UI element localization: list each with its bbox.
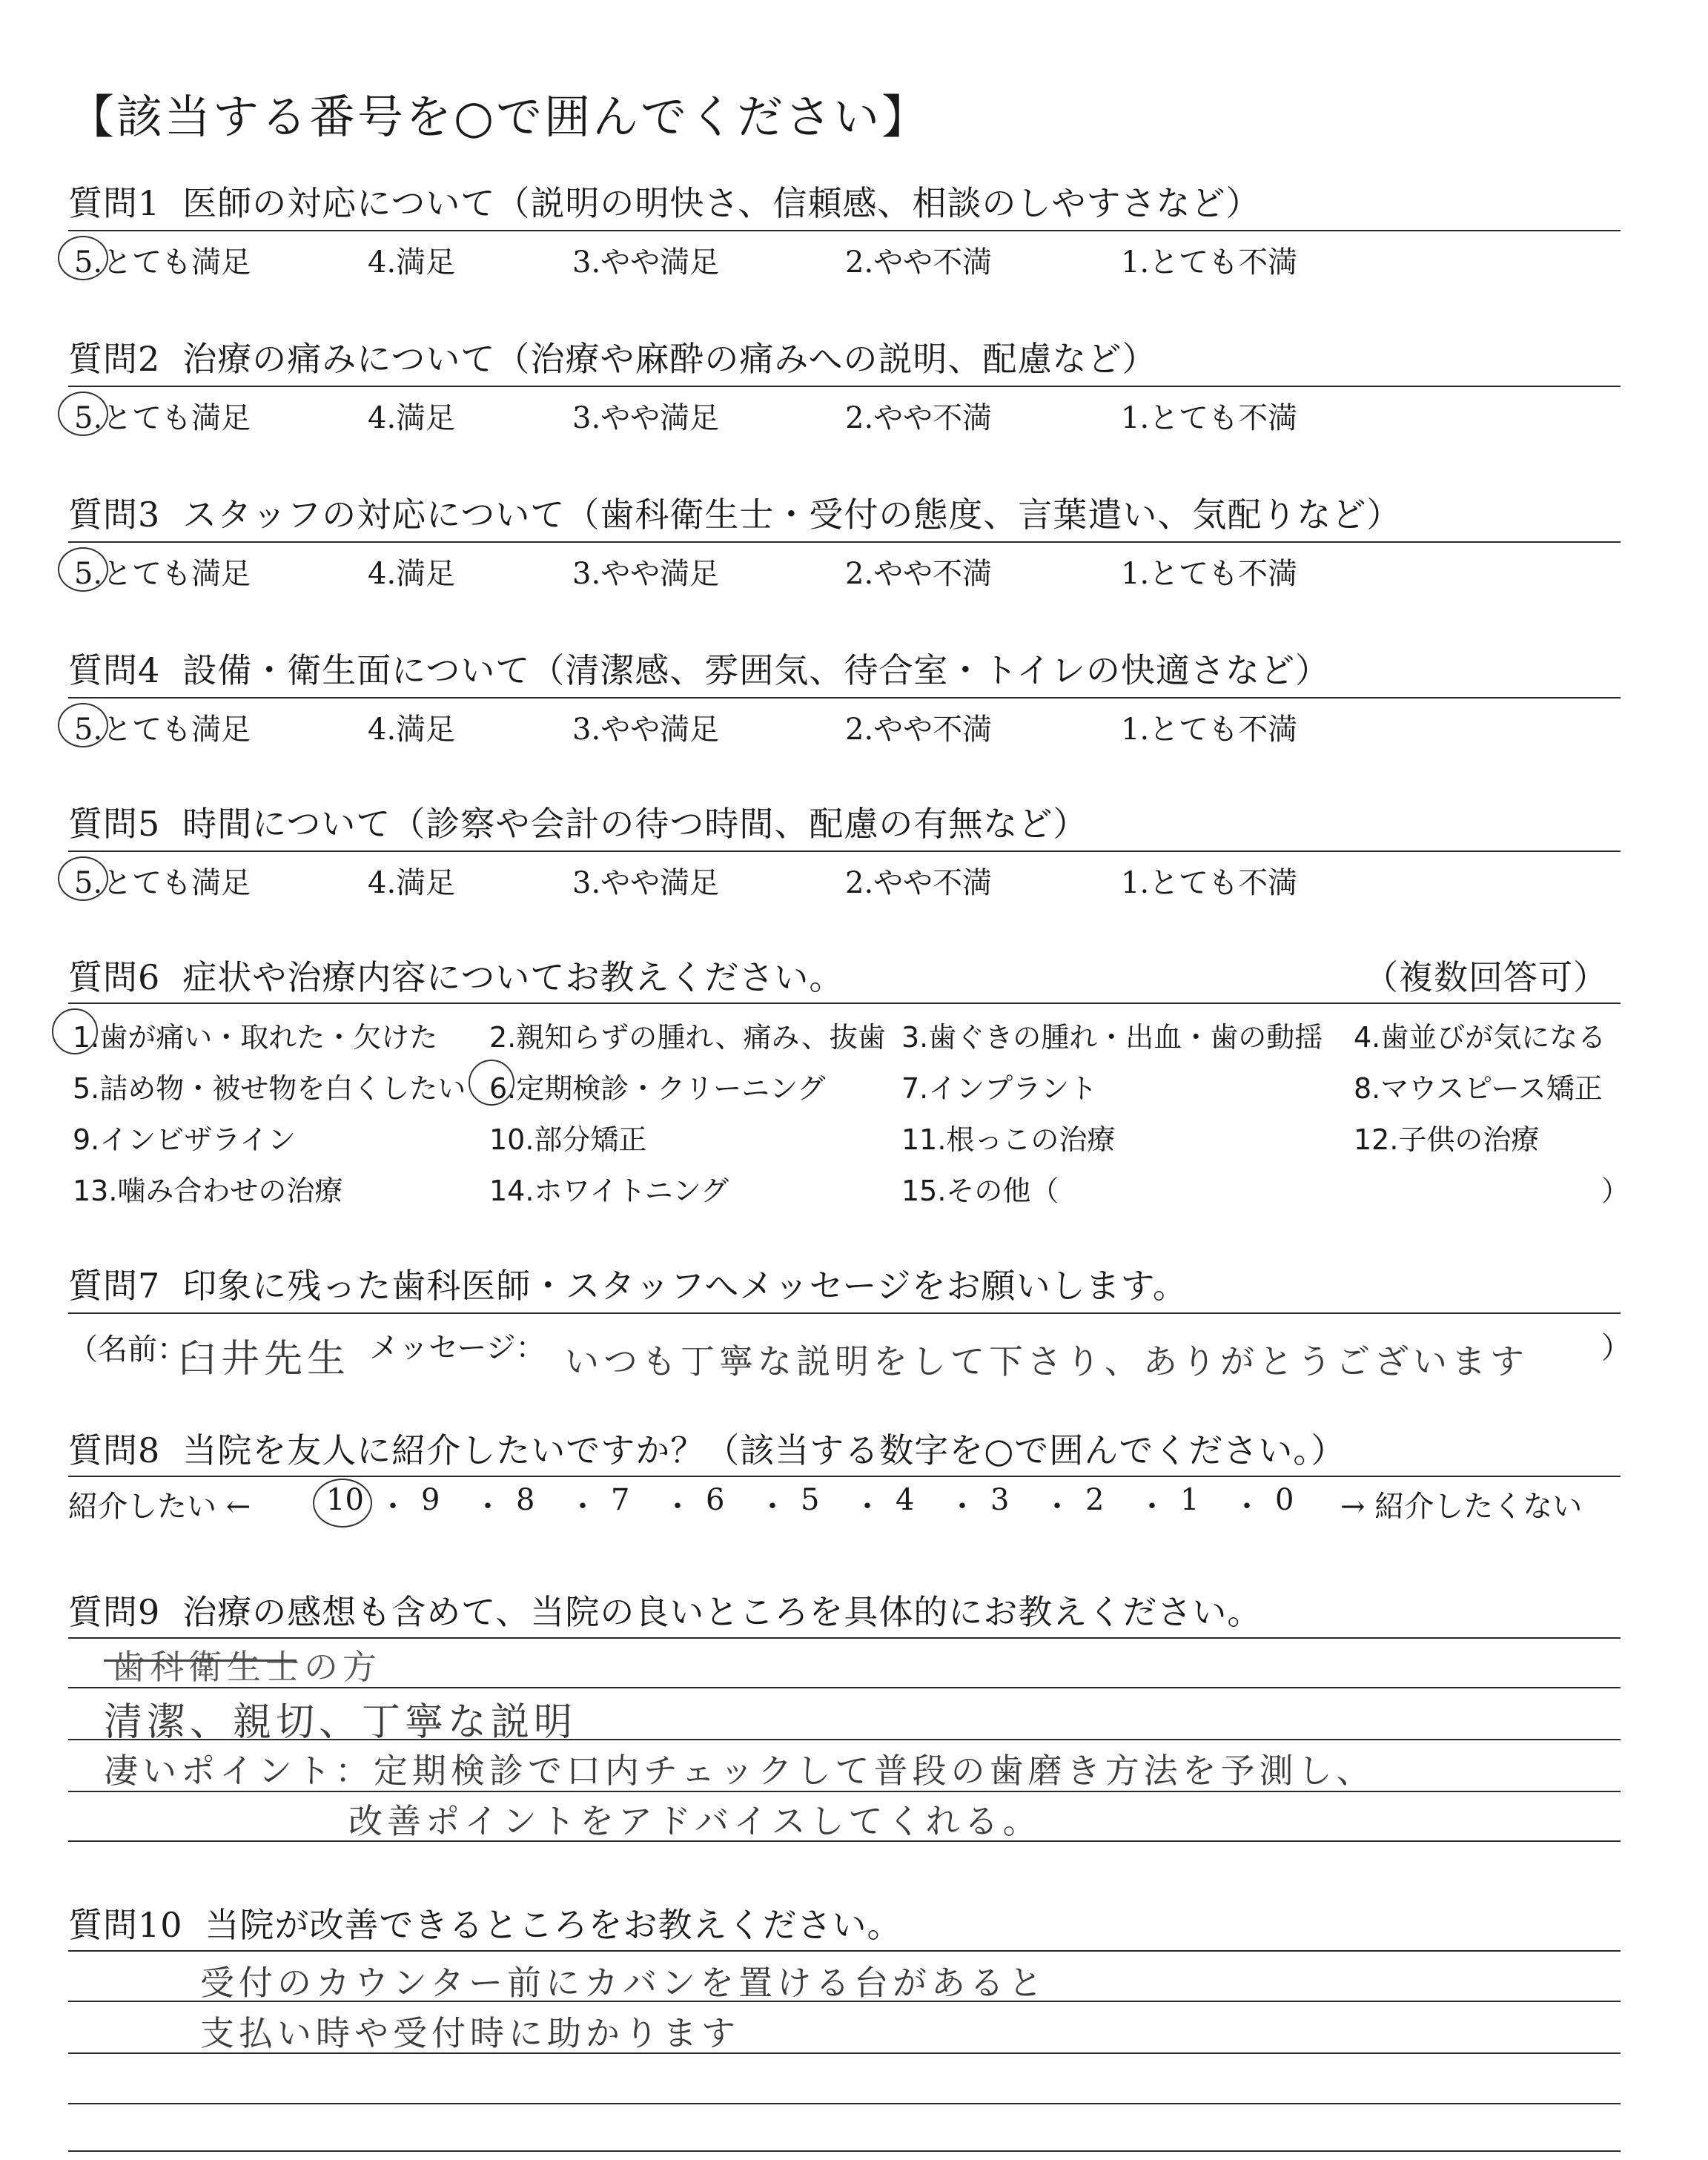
q6-option-2[interactable]: 2.親知らずの腫れ、痛み、抜歯 — [489, 1021, 886, 1054]
q10-answer-line-1[interactable]: 受付のカウンター前にカバンを置ける台があると — [200, 1963, 1047, 2003]
q6-heading — [68, 951, 844, 1000]
page-title: 【該当する番号を○で囲んでください】 — [68, 90, 930, 144]
q5-option-2[interactable]: 2.やや不満 — [845, 866, 993, 900]
q8-text: 当院を友人に紹介したいですか？（該当する数字を○で囲んでください。） — [182, 1430, 1346, 1470]
q1-text: 医師の対応について（説明の明快さ、信頼感、相談のしやすさなど） — [182, 183, 1261, 223]
q2-option-5[interactable]: 5.とても満足 — [74, 401, 251, 435]
q8-separator: ・ — [758, 1490, 787, 1524]
q8-separator: ・ — [1137, 1490, 1167, 1524]
q2-rule — [68, 386, 1621, 387]
selection-circle — [58, 856, 108, 901]
q8-separator: ・ — [378, 1490, 408, 1524]
q4-rule — [68, 697, 1621, 698]
q6-other-close: ） — [1601, 1175, 1630, 1207]
q7-message-value[interactable]: いつも丁寧な説明をして下さり、ありがとうございます — [565, 1341, 1529, 1381]
q9-answer-line-3[interactable]: 凄いポイント：定期検診で口内チェックして普段の歯磨き方法を予測し、 — [104, 1751, 1375, 1791]
q5-text: 時間について（診察や会計の待つ時間、配慮の有無など） — [182, 804, 1088, 844]
q8-scale-2[interactable]: 2 — [1085, 1483, 1105, 1517]
q8-scale-6[interactable]: 6 — [706, 1483, 725, 1517]
q2-option-4[interactable]: 4.満足 — [368, 401, 456, 435]
q10-heading — [68, 1898, 902, 1947]
q1-option-3[interactable]: 3.やや満足 — [572, 245, 720, 280]
q8-scale-4[interactable]: 4 — [896, 1483, 915, 1517]
q3-number: 質問3 — [68, 495, 161, 535]
q3-text: スタッフの対応について（歯科衛生士・受付の態度、言葉遣い、気配りなど） — [182, 495, 1402, 535]
q3-option-2[interactable]: 2.やや不満 — [845, 557, 993, 591]
q8-scale-0[interactable]: 0 — [1275, 1483, 1294, 1517]
q5-number: 質問5 — [68, 804, 161, 844]
q2-option-1[interactable]: 1.とても不満 — [1121, 401, 1298, 435]
q7-close-paren: ） — [1601, 1331, 1631, 1365]
q1-rule — [68, 230, 1621, 231]
q8-scale-8[interactable]: 8 — [516, 1483, 535, 1517]
q8-scale-1[interactable]: 1 — [1180, 1483, 1199, 1517]
q10-rule-1 — [68, 1950, 1621, 1952]
q9-heading — [68, 1585, 1262, 1634]
q8-right-label: → 紹介したくない — [1340, 1490, 1583, 1524]
q4-heading — [68, 644, 1330, 693]
q3-option-3[interactable]: 3.やや満足 — [572, 557, 720, 591]
q4-option-4[interactable]: 4.満足 — [368, 713, 456, 747]
q1-option-2[interactable]: 2.やや不満 — [845, 245, 993, 280]
q6-option-3[interactable]: 3.歯ぐきの腫れ・出血・歯の動揺 — [901, 1021, 1323, 1054]
q6-option-8[interactable]: 8.マウスピース矯正 — [1354, 1072, 1603, 1105]
q2-option-2[interactable]: 2.やや不満 — [845, 401, 993, 435]
q9-rule-1 — [68, 1637, 1621, 1639]
q3-rule — [68, 541, 1621, 543]
q8-separator: ・ — [663, 1490, 692, 1524]
q6-option-7[interactable]: 7.インプラント — [901, 1072, 1098, 1105]
q4-option-1[interactable]: 1.とても不満 — [1121, 713, 1298, 747]
q7-message-label: メッセージ： — [369, 1331, 546, 1365]
q3-heading — [68, 488, 1401, 537]
q9-answer-line-1[interactable]: 歯科衛生士の方 — [111, 1647, 381, 1687]
q10-number: 質問10 — [68, 1905, 183, 1945]
q6-note: （複数回答可） — [1364, 957, 1608, 997]
q6-option-6[interactable]: 6.定期検診・クリーニング — [489, 1072, 826, 1105]
q10-rule-4 — [68, 2103, 1621, 2104]
q3-option-5[interactable]: 5.とても満足 — [74, 557, 251, 591]
q6-option-9[interactable]: 9.インビザライン — [73, 1123, 297, 1156]
q6-option-5[interactable]: 5.詰め物・被せ物を白くしたい — [73, 1072, 466, 1105]
q9-strikethrough — [104, 1659, 297, 1662]
q8-scale-5[interactable]: 5 — [801, 1483, 820, 1517]
q5-option-3[interactable]: 3.やや満足 — [572, 866, 720, 900]
q1-option-4[interactable]: 4.満足 — [368, 245, 456, 280]
q10-answer-line-2[interactable]: 支払い時や受付時に助かります — [200, 2013, 740, 2053]
q4-option-5[interactable]: 5.とても満足 — [74, 713, 251, 747]
q8-separator: ・ — [947, 1490, 977, 1524]
q6-option-15[interactable]: 15.その他（ — [901, 1175, 1059, 1207]
q7-text: 印象に残った歯科医師・スタッフへメッセージをお願いします。 — [182, 1266, 1188, 1306]
q1-option-5[interactable]: 5.とても満足 — [74, 245, 251, 280]
q6-option-10[interactable]: 10.部分矯正 — [489, 1123, 647, 1156]
q1-option-1[interactable]: 1.とても不満 — [1121, 245, 1298, 280]
q2-number: 質問2 — [68, 339, 161, 379]
q8-scale-10[interactable]: 10 — [326, 1483, 364, 1517]
q10-text: 当院が改善できるところをお教えください。 — [205, 1905, 902, 1945]
q7-rule — [68, 1312, 1621, 1314]
q8-scale-7[interactable]: 7 — [611, 1483, 630, 1517]
q5-option-1[interactable]: 1.とても不満 — [1121, 866, 1298, 900]
q8-rule — [68, 1476, 1621, 1477]
q5-heading — [68, 797, 1088, 846]
q9-answer-line-4[interactable]: 改善ポイントをアドバイスしてくれる。 — [348, 1801, 1042, 1841]
q4-option-3[interactable]: 3.やや満足 — [572, 713, 720, 747]
q6-number: 質問6 — [68, 957, 161, 997]
q2-text: 治療の痛みについて（治療や麻酔の痛みへの説明、配慮など） — [182, 339, 1157, 379]
selection-circle — [58, 547, 108, 592]
q3-option-4[interactable]: 4.満足 — [368, 557, 456, 591]
q8-number: 質問8 — [68, 1430, 161, 1470]
q6-option-4[interactable]: 4.歯並びが気になる — [1354, 1021, 1606, 1054]
q2-heading — [68, 332, 1156, 381]
q9-text: 治療の感想も含めて、当院の良いところを具体的にお教えください。 — [182, 1592, 1262, 1632]
q8-scale-3[interactable]: 3 — [990, 1483, 1010, 1517]
q7-name-label: （名前： — [68, 1332, 187, 1367]
q7-number: 質問7 — [68, 1266, 161, 1306]
q5-option-5[interactable]: 5.とても満足 — [74, 866, 251, 900]
q10-rule-5 — [68, 2150, 1621, 2152]
q8-separator: ・ — [1042, 1490, 1072, 1524]
selection-circle — [58, 236, 108, 280]
q8-heading — [68, 1424, 1345, 1473]
selection-circle — [469, 1060, 514, 1106]
q5-option-4[interactable]: 4.満足 — [368, 866, 456, 900]
q1-number: 質問1 — [68, 183, 161, 223]
q6-text: 症状や治療内容についてお教えください。 — [182, 957, 844, 997]
q6-option-13[interactable]: 13.噛み合わせの治療 — [73, 1175, 343, 1207]
q6-option-11[interactable]: 11.根っこの治療 — [901, 1123, 1116, 1156]
q8-separator: ・ — [473, 1490, 503, 1524]
q4-number: 質問4 — [68, 650, 161, 690]
q6-rule — [68, 1003, 1621, 1004]
q8-left-label: 紹介したい ← — [68, 1490, 251, 1524]
q7-heading — [68, 1259, 1188, 1308]
q9-answer-line-2[interactable]: 清潔、親切、丁寧な説明 — [104, 1700, 577, 1745]
q1-heading — [68, 176, 1261, 225]
q2-option-3[interactable]: 3.やや満足 — [572, 401, 720, 435]
q9-number: 質問9 — [68, 1592, 161, 1632]
selection-circle — [58, 703, 108, 747]
q8-separator: ・ — [568, 1490, 598, 1524]
q3-option-1[interactable]: 1.とても不満 — [1121, 557, 1298, 591]
q6-option-12[interactable]: 12.子供の治療 — [1354, 1123, 1540, 1156]
q5-rule — [68, 851, 1621, 852]
q8-separator: ・ — [853, 1490, 882, 1524]
q6-option-14[interactable]: 14.ホワイトニング — [489, 1175, 729, 1207]
q8-scale-9[interactable]: 9 — [421, 1483, 440, 1517]
q4-text: 設備・衛生面について（清潔感、雰囲気、待合室・トイレの快適さなど） — [182, 650, 1331, 690]
selection-circle — [52, 1008, 98, 1054]
selection-circle — [313, 1479, 372, 1527]
selection-circle — [58, 392, 108, 436]
q4-option-2[interactable]: 2.やや不満 — [845, 713, 993, 747]
q8-separator: ・ — [1232, 1490, 1262, 1524]
q7-name-value[interactable]: 臼井先生 — [178, 1337, 351, 1381]
q6-option-1[interactable]: 1.歯が痛い・取れた・欠けた — [73, 1021, 438, 1054]
